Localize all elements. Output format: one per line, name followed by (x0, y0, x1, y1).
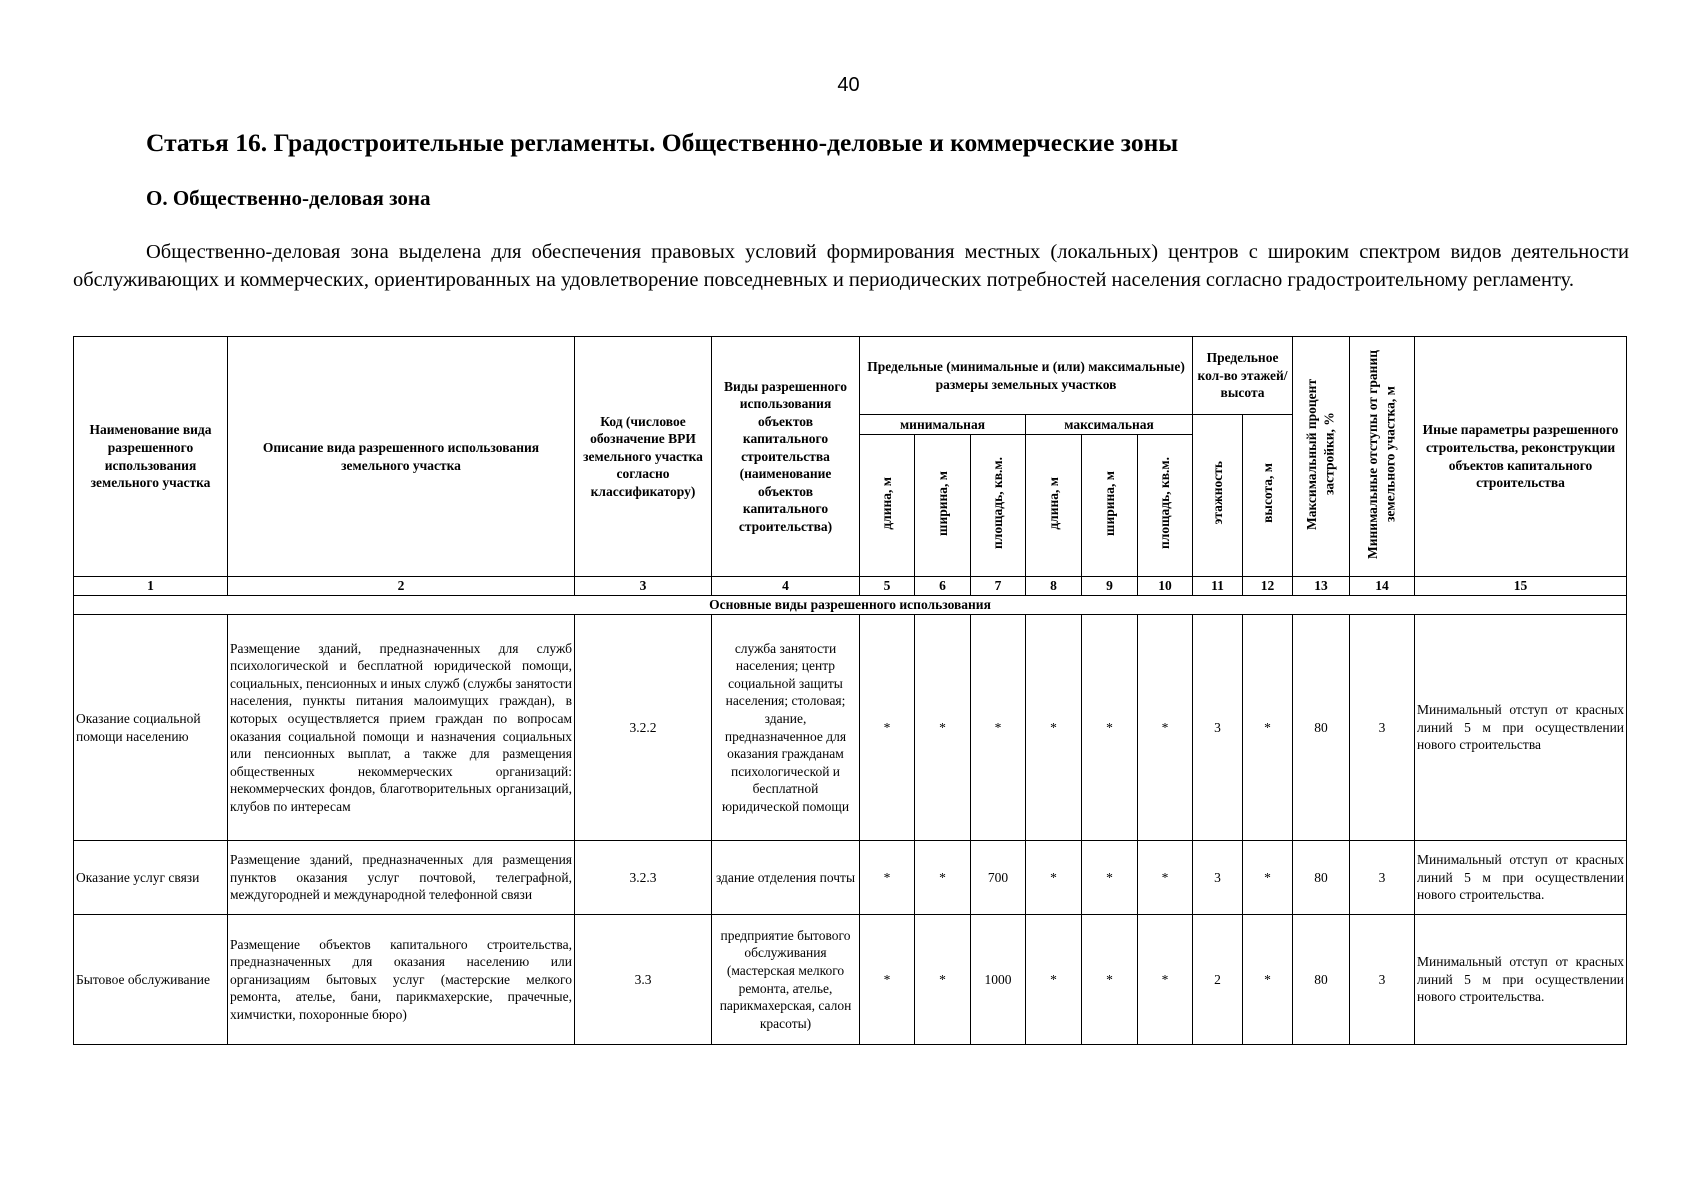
header-max-area-text: площадь, кв.м. (1157, 457, 1173, 550)
row-min-width: * (915, 841, 971, 915)
header-row-1 (74, 337, 1627, 415)
header-floors-group: Предельное кол-во этажей/ высота (1193, 337, 1293, 415)
row-coverage: 80 (1293, 915, 1350, 1045)
table-row (74, 841, 1627, 915)
row-objects: служба занятости населения; центр социальной защиты населения; столовая; здание, предназначенное для оказания гражданам психологической и бесплатной юридической помощи (712, 615, 860, 841)
column-number: 11 (1193, 577, 1243, 596)
section-row (74, 596, 1627, 615)
row-height: * (1243, 915, 1293, 1045)
table-row (74, 615, 1627, 841)
row-min-area: 700 (971, 841, 1026, 915)
row-max-length: * (1026, 841, 1082, 915)
row-min-area: * (971, 615, 1026, 841)
row-max-width: * (1082, 841, 1138, 915)
table-row (74, 915, 1627, 1045)
row-setback: 3 (1350, 841, 1415, 915)
header-floors (1193, 415, 1243, 577)
header-floors-text: этажность (1209, 461, 1225, 525)
row-height: * (1243, 841, 1293, 915)
section-title: Основные виды разрешенного использования (74, 596, 1627, 615)
zone-description: Общественно-деловая зона выделена для обеспечения правовых условий формирования местных (локальных) центров с широким спектром видов деятельности обслуживающих и коммерческих, ориентированных на удовлетворение повседневных и периодических потребностей населения согласно градостроительному регламенту. (73, 241, 1629, 291)
row-name: Бытовое обслуживание (74, 915, 228, 1045)
header-setback-text: Минимальные отступы от границ земельного участка, м (1365, 349, 1399, 559)
column-number: 8 (1026, 577, 1082, 596)
row-floors: 3 (1193, 615, 1243, 841)
row-min-width: * (915, 915, 971, 1045)
row-floors: 2 (1193, 915, 1243, 1045)
header-max: максимальная (1026, 415, 1193, 435)
row-coverage: 80 (1293, 841, 1350, 915)
column-number: 1 (74, 577, 228, 596)
column-number: 10 (1138, 577, 1193, 596)
header-min: минимальная (860, 415, 1026, 435)
row-other-params: Минимальный отступ от красных линий 5 м при осуществлении нового строительства. (1415, 915, 1627, 1045)
column-number: 5 (860, 577, 915, 596)
row-objects: предприятие бытового обслуживания (мастерская мелкого ремонта, ателье, парикмахерская, салон красоты) (712, 915, 860, 1045)
header-other-params: Иные параметры разрешенного строительства, реконструкции объектов капитального строительства (1415, 337, 1627, 577)
column-number: 2 (228, 577, 575, 596)
zone-title: О. Общественно-деловая зона (146, 186, 431, 210)
row-max-area: * (1138, 915, 1193, 1045)
row-setback: 3 (1350, 615, 1415, 841)
header-objects: Виды разрешенного использования объектов капитального строительства (наименование объектов капитального строительства) (712, 337, 860, 577)
regulations-table (73, 336, 1627, 1045)
header-coverage (1293, 337, 1350, 577)
header-min-area (971, 435, 1026, 577)
row-code: 3.2.2 (575, 615, 712, 841)
column-number-row (74, 577, 1627, 596)
row-code: 3.3 (575, 915, 712, 1045)
header-max-width (1082, 435, 1138, 577)
article-title: Статья 16. Градостроительные регламенты. Общественно-деловые и коммерческие зоны (146, 128, 1179, 157)
row-max-width: * (1082, 615, 1138, 841)
header-min-area-text: площадь, кв.м. (990, 457, 1006, 550)
header-height-text: высота, м (1259, 463, 1275, 524)
column-number: 12 (1243, 577, 1293, 596)
header-max-area (1138, 435, 1193, 577)
header-max-length-text: длина, м (1045, 476, 1061, 530)
column-number: 4 (712, 577, 860, 596)
header-name: Наименование вида разрешенного использования земельного участка (74, 337, 228, 577)
row-code: 3.2.3 (575, 841, 712, 915)
row-name: Оказание услуг связи (74, 841, 228, 915)
row-max-length: * (1026, 915, 1082, 1045)
header-coverage-text: Максимальный процент застройки, % (1304, 378, 1338, 530)
row-description: Размещение объектов капитального строительства, предназначенных для оказания населению или организациям бытовых услуг (мастерские мелкого ремонта, ателье, бани, парикмахерские, прачечные, химчистки, похоронные бюро) (228, 915, 575, 1045)
header-setback (1350, 337, 1415, 577)
column-number: 9 (1082, 577, 1138, 596)
header-description: Описание вида разрешенного использования земельного участка (228, 337, 575, 577)
column-number: 15 (1415, 577, 1627, 596)
row-min-length: * (860, 841, 915, 915)
row-min-width: * (915, 615, 971, 841)
header-max-length (1026, 435, 1082, 577)
row-min-length: * (860, 915, 915, 1045)
header-code: Код (числовое обозначение ВРИ земельного участка согласно классификатору) (575, 337, 712, 577)
column-number: 13 (1293, 577, 1350, 596)
column-number: 6 (915, 577, 971, 596)
header-min-width-text: ширина, м (934, 470, 950, 536)
row-max-width: * (1082, 915, 1138, 1045)
row-min-length: * (860, 615, 915, 841)
row-other-params: Минимальный отступ от красных линий 5 м при осуществлении нового строительства (1415, 615, 1627, 841)
row-description: Размещение зданий, предназначенных для размещения пунктов оказания услуг почтовой, телеграфной, междугородней и международной телефонной связи (228, 841, 575, 915)
header-height (1243, 415, 1293, 577)
header-max-width-text: ширина, м (1101, 470, 1117, 536)
row-height: * (1243, 615, 1293, 841)
header-min-length-text: длина, м (879, 476, 895, 530)
row-max-area: * (1138, 841, 1193, 915)
header-min-width (915, 435, 971, 577)
page-number: 40 (837, 74, 860, 96)
row-setback: 3 (1350, 915, 1415, 1045)
header-plot-limits: Предельные (минимальные и (или) максимальные) размеры земельных участков (860, 337, 1193, 415)
column-number: 14 (1350, 577, 1415, 596)
row-coverage: 80 (1293, 615, 1350, 841)
row-max-area: * (1138, 615, 1193, 841)
row-objects: здание отделения почты (712, 841, 860, 915)
row-min-area: 1000 (971, 915, 1026, 1045)
row-description: Размещение зданий, предназначенных для служб психологической и бесплатной юридической помощи, социальных, пенсионных и иных служб (службы занятости населения, пункты питания малоимущих граждан), в которых осуществляется прием граждан по вопросам оказания социальной помощи и назначения социальных или пенсионных выплат, а также для размещения общественных некоммерческих организаций: некоммерческих фондов, благотворительных организаций, клубов по интересам (228, 615, 575, 841)
header-min-length (860, 435, 915, 577)
row-max-length: * (1026, 615, 1082, 841)
column-number: 7 (971, 577, 1026, 596)
row-floors: 3 (1193, 841, 1243, 915)
row-name: Оказание социальной помощи населению (74, 615, 228, 841)
column-number: 3 (575, 577, 712, 596)
row-other-params: Минимальный отступ от красных линий 5 м при осуществлении нового строительства. (1415, 841, 1627, 915)
